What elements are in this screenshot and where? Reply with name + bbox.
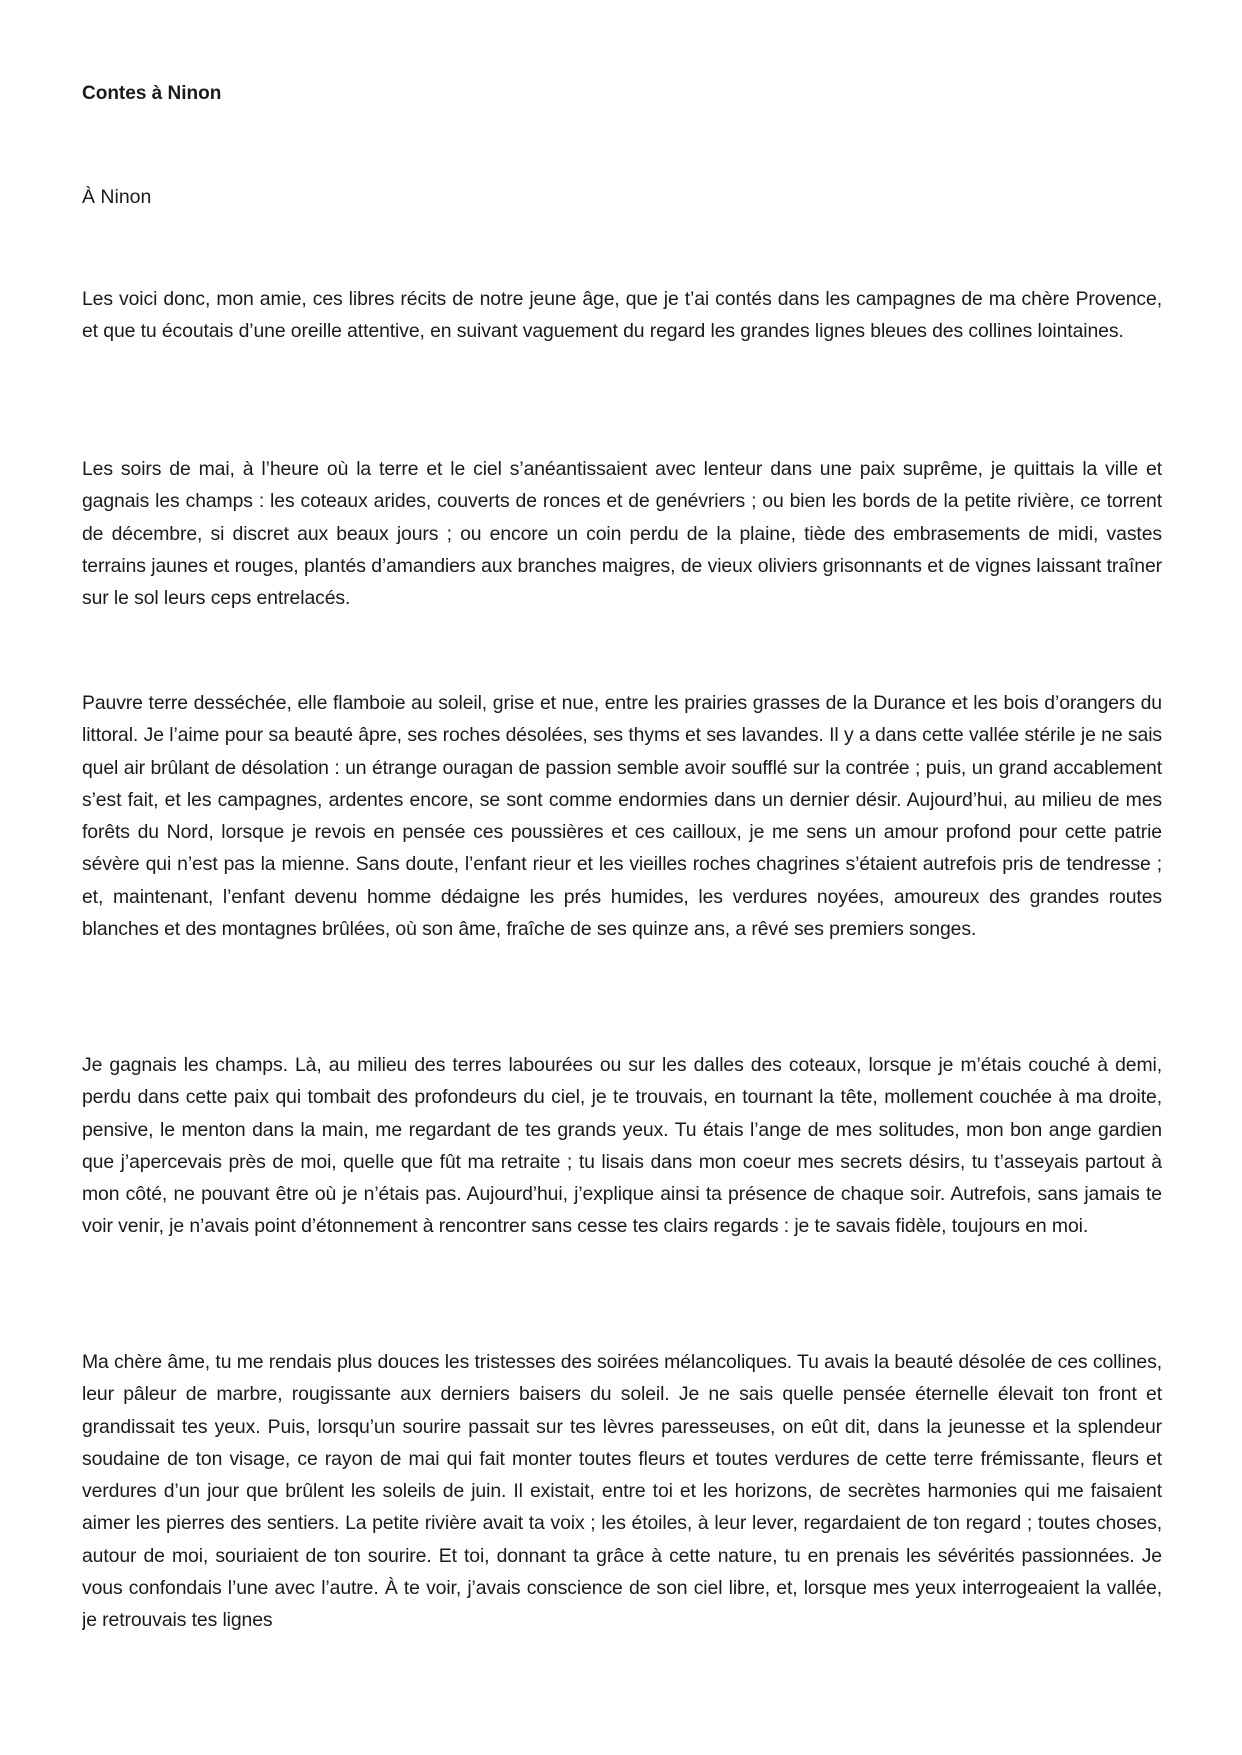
paragraph-5: Ma chère âme, tu me rendais plus douces les tristesses des soirées mélancoliques. Tu avais la beauté désolée de ces collines, leur pâleur de marbre, rougissante aux derniers baisers du soleil. Je ne sais quelle pensée éternelle élevait ton front et grandissait tes yeux. Puis, lorsqu’un sourire passait sur tes lèvres paresseuses, on eût dit, dans la jeunesse et la splendeur soudaine de ton visage, ce rayon de mai qui fait monter toutes fleurs et toutes verdures de cette terre frémissante, fleurs et verdures d’un jour que brûlent les soleils de juin. Il existait, entre toi et les horizons, de secrètes harmonies qui me faisaient aimer les pierres des sentiers. La petite rivière avait ta voix ; les étoiles, à leur lever, regardaient de ton regard ; toutes choses, autour de moi, souriaient de ton sourire. Et toi, donnant ta grâce à cette nature, tu en prenais les sévérités passionnées. Je vous confondais l’une avec l’autre. À te voir, j’avais conscience de son ciel libre, et, lorsque mes yeux interrogeaient la vallée, je retrouvais tes lignes xyxy=(82,1351,1162,1632)
paragraph-1: Les voici donc, mon amie, ces libres récits de notre jeune âge, que je t’ai contés dans les campagnes de ma chère Provence, et que tu écoutais d’une oreille attentive, en suivant vaguement du regard les grandes lignes bleues des collines lointaines. xyxy=(82,288,1162,343)
paragraph-3: Pauvre terre desséchée, elle flamboie au soleil, grise et nue, entre les prairies grasses de la Durance et les bois d’orangers du littoral. Je l’aime pour sa beauté âpre, ses roches désolées, ses thyms et ses lavandes. Il y a dans cette vallée stérile je ne sais quel air brûlant de désolation : un étrange ouragan de passion semble avoir soufflé sur la contrée ; puis, un grand accablement s’est fait, et les campagnes, ardentes encore, se sont comme endormies dans un dernier désir. Aujourd’hui, au milieu de mes forêts du Nord, lorsque je revois en pensée ces poussières et ces cailloux, je me sens un amour profond pour cette patrie sévère qui n’est pas la mienne. Sans doute, l’enfant rieur et les vieilles roches chagrines s’étaient autrefois pris de tendresse ; et, maintenant, l’enfant devenu homme dédaigne les prés humides, les verdures noyées, amoureux des grandes routes blanches et des montagnes brûlées, où son âme, fraîche de ses quinze ans, a rêvé ses premiers songes. xyxy=(82,692,1162,941)
document-title: Contes à Ninon xyxy=(82,83,222,104)
dedication-heading: À Ninon xyxy=(82,186,152,208)
paragraph-4: Je gagnais les champs. Là, au milieu des terres labourées ou sur les dalles des coteaux, lorsque je m’étais couché à demi, perdu dans cette paix qui tombait des profondeurs du ciel, je te trouvais, en tournant la tête, mollement couchée à ma droite, pensive, le menton dans la main, me regardant de tes grands yeux. Tu étais l’ange de mes solitudes, mon bon ange gardien que j’apercevais près de moi, quelle que fût ma retraite ; tu lisais dans mon coeur mes secrets désirs, tu t’asseyais partout à mon côté, ne pouvant être où je n’étais pas. Aujourd’hui, j’explique ainsi ta présence de chaque soir. Autrefois, sans jamais te voir venir, je n’avais point d’étonnement à rencontrer sans cesse tes clairs regards : je te savais fidèle, toujours en moi. xyxy=(82,1054,1162,1238)
paragraph-2: Les soirs de mai, à l’heure où la terre et le ciel s’anéantissaient avec lenteur dans une paix suprême, je quittais la ville et gagnais les champs : les coteaux arides, couverts de ronces et de genévriers ; ou bien les bords de la petite rivière, ce torrent de décembre, si discret aux beaux jours ; ou encore un coin perdu de la plaine, tiède des embrasements de midi, vastes terrains jaunes et rouges, plantés d’amandiers aux branches maigres, de vieux oliviers grisonnants et de vignes laissant traîner sur le sol leurs ceps entrelacés. xyxy=(82,458,1162,610)
